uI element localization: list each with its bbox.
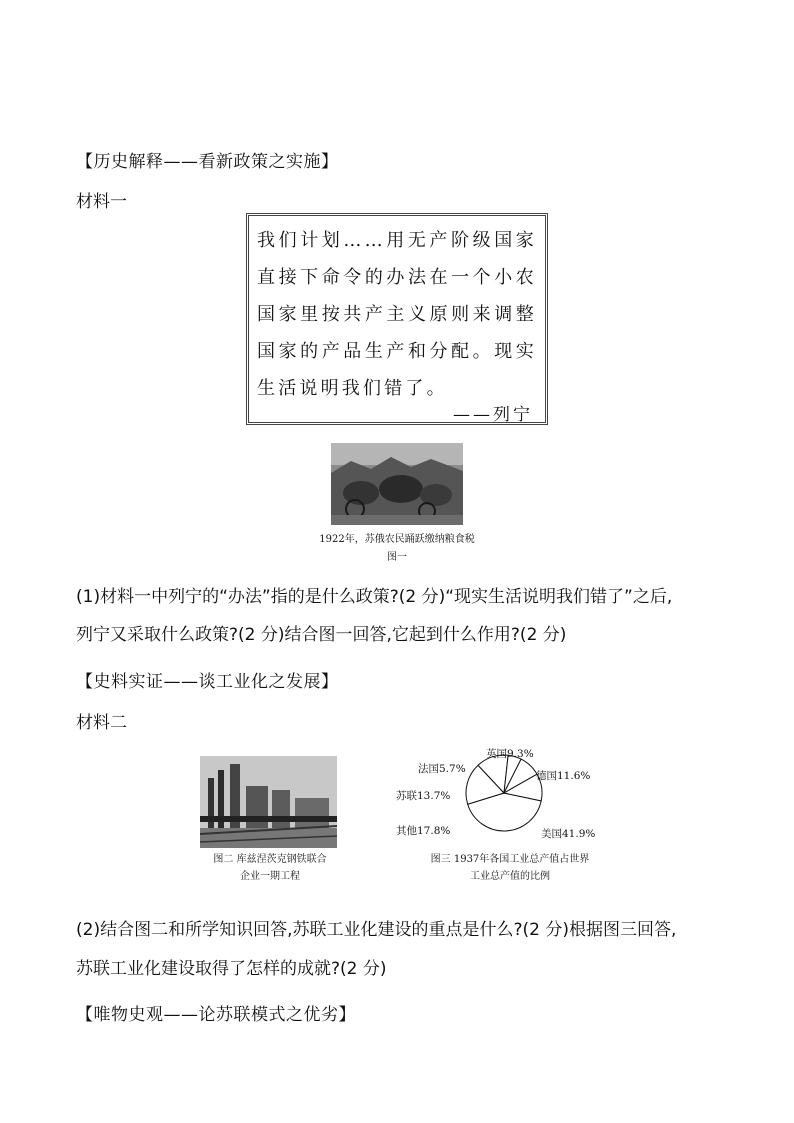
question-one-line-2: 列宁又采取什么政策?(2 分)结合图一回答,它起到什么作用?(2 分) — [76, 625, 567, 645]
section-heading-historical-materialism: 【唯物史观——论苏联模式之优劣】 — [76, 1005, 356, 1025]
pie-label-germany: 德国11.6% — [536, 770, 591, 782]
figure-one-label: 图一 — [387, 552, 407, 563]
material-two-label: 材料二 — [76, 713, 127, 733]
pie-label-france: 法国5.7% — [418, 763, 466, 775]
lenin-quote-text: 我们计划……用无产阶级国家直接下命令的办法在一个小农国家里按共产主义原则来调整国家的产品生产和分配。现实生活说明我们错了。 — [257, 230, 537, 399]
figure-one-caption: 1922年，苏俄农民踊跃缴纳粮食税 — [319, 534, 475, 545]
pie-label-ussr: 苏联13.7% — [396, 790, 451, 802]
material-one-label: 材料一 — [76, 192, 127, 212]
figure-three-caption-line-1: 图三 1937年各国工业总产值占世界 — [430, 854, 590, 865]
figure-three-caption-line-2: 工业总产值的比例 — [470, 871, 550, 882]
pie-label-usa: 美国41.9% — [541, 828, 596, 840]
lenin-quote-author: ——列宁 — [453, 405, 533, 425]
steel-plant-photo — [200, 756, 337, 848]
pie-label-other: 其他17.8% — [396, 825, 451, 837]
question-two-line-1: (2)结合图二和所学知识回答,苏联工业化建设的重点是什么?(2 分)根据图三回答, — [76, 920, 677, 940]
lenin-quote-box — [246, 213, 548, 425]
figure-two-caption-line-2: 企业一期工程 — [240, 871, 300, 882]
peasants-tax-photo — [331, 443, 463, 525]
pie-label-uk: 英国9.3% — [486, 748, 534, 760]
peasants-tax-photo-image — [331, 443, 463, 525]
section-heading-historical-evidence: 【史料实证——谈工业化之发展】 — [76, 672, 339, 692]
section-heading-history-explanation: 【历史解释——看新政策之实施】 — [76, 152, 339, 172]
figure-two-caption-line-1: 图二 库兹涅茨克钢铁联合 — [213, 854, 327, 865]
steel-plant-photo-image — [200, 756, 337, 848]
question-one-line-1: (1)材料一中列宁的“办法”指的是什么政策?(2 分)“现实生活说明我们错了”之后, — [76, 587, 673, 607]
question-two-line-2: 苏联工业化建设取得了怎样的成就?(2 分) — [76, 959, 387, 979]
